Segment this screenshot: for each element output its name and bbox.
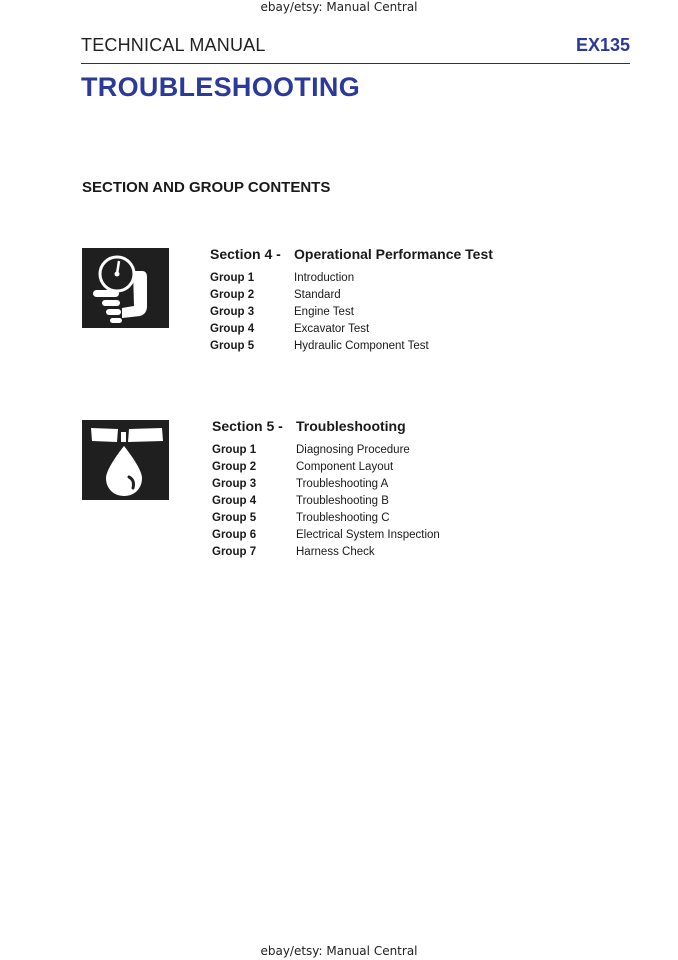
- section-number: Section 5 -: [212, 418, 283, 434]
- group-label: Group 7: [212, 546, 257, 558]
- group-label: Group 4: [212, 495, 257, 507]
- page-title: TROUBLESHOOTING: [81, 72, 360, 102]
- group-name: Introduction: [294, 272, 355, 284]
- group-name: Hydraulic Component Test: [294, 340, 429, 352]
- group-name: Standard: [294, 289, 341, 301]
- watermark-top: ebay/etsy: Manual Central: [260, 0, 418, 14]
- contents-heading: SECTION AND GROUP CONTENTS: [82, 179, 331, 196]
- group-name: Diagnosing Procedure: [296, 444, 410, 456]
- group-label: Group 2: [210, 289, 255, 301]
- header-divider: [81, 63, 630, 64]
- group-name: Troubleshooting C: [296, 512, 390, 524]
- section-title: Troubleshooting: [296, 418, 406, 434]
- group-label: Group 5: [210, 340, 255, 352]
- group-name: Electrical System Inspection: [296, 529, 440, 541]
- group-label: Group 3: [212, 478, 257, 490]
- oil-leak-drop-icon: [82, 420, 169, 500]
- model-label: EX135: [575, 35, 630, 55]
- group-label: Group 3: [210, 306, 255, 318]
- group-name: Engine Test: [294, 306, 354, 318]
- group-label: Group 5: [212, 512, 257, 524]
- group-name: Troubleshooting A: [296, 478, 389, 490]
- watermark-bottom: ebay/etsy: Manual Central: [260, 944, 418, 958]
- group-label: Group 1: [212, 444, 257, 456]
- section-number: Section 4 -: [210, 246, 281, 262]
- group-label: Group 6: [212, 529, 257, 541]
- group-name: Troubleshooting B: [296, 495, 389, 507]
- group-label: Group 4: [210, 323, 255, 335]
- gauge-hand-icon: [82, 248, 169, 328]
- group-label: Group 2: [212, 461, 257, 473]
- group-name: Harness Check: [296, 546, 375, 558]
- manual-type-label: TECHNICAL MANUAL: [81, 35, 266, 55]
- section-title: Operational Performance Test: [294, 246, 493, 262]
- group-label: Group 1: [210, 272, 255, 284]
- group-name: Excavator Test: [294, 323, 370, 335]
- group-name: Component Layout: [296, 461, 394, 473]
